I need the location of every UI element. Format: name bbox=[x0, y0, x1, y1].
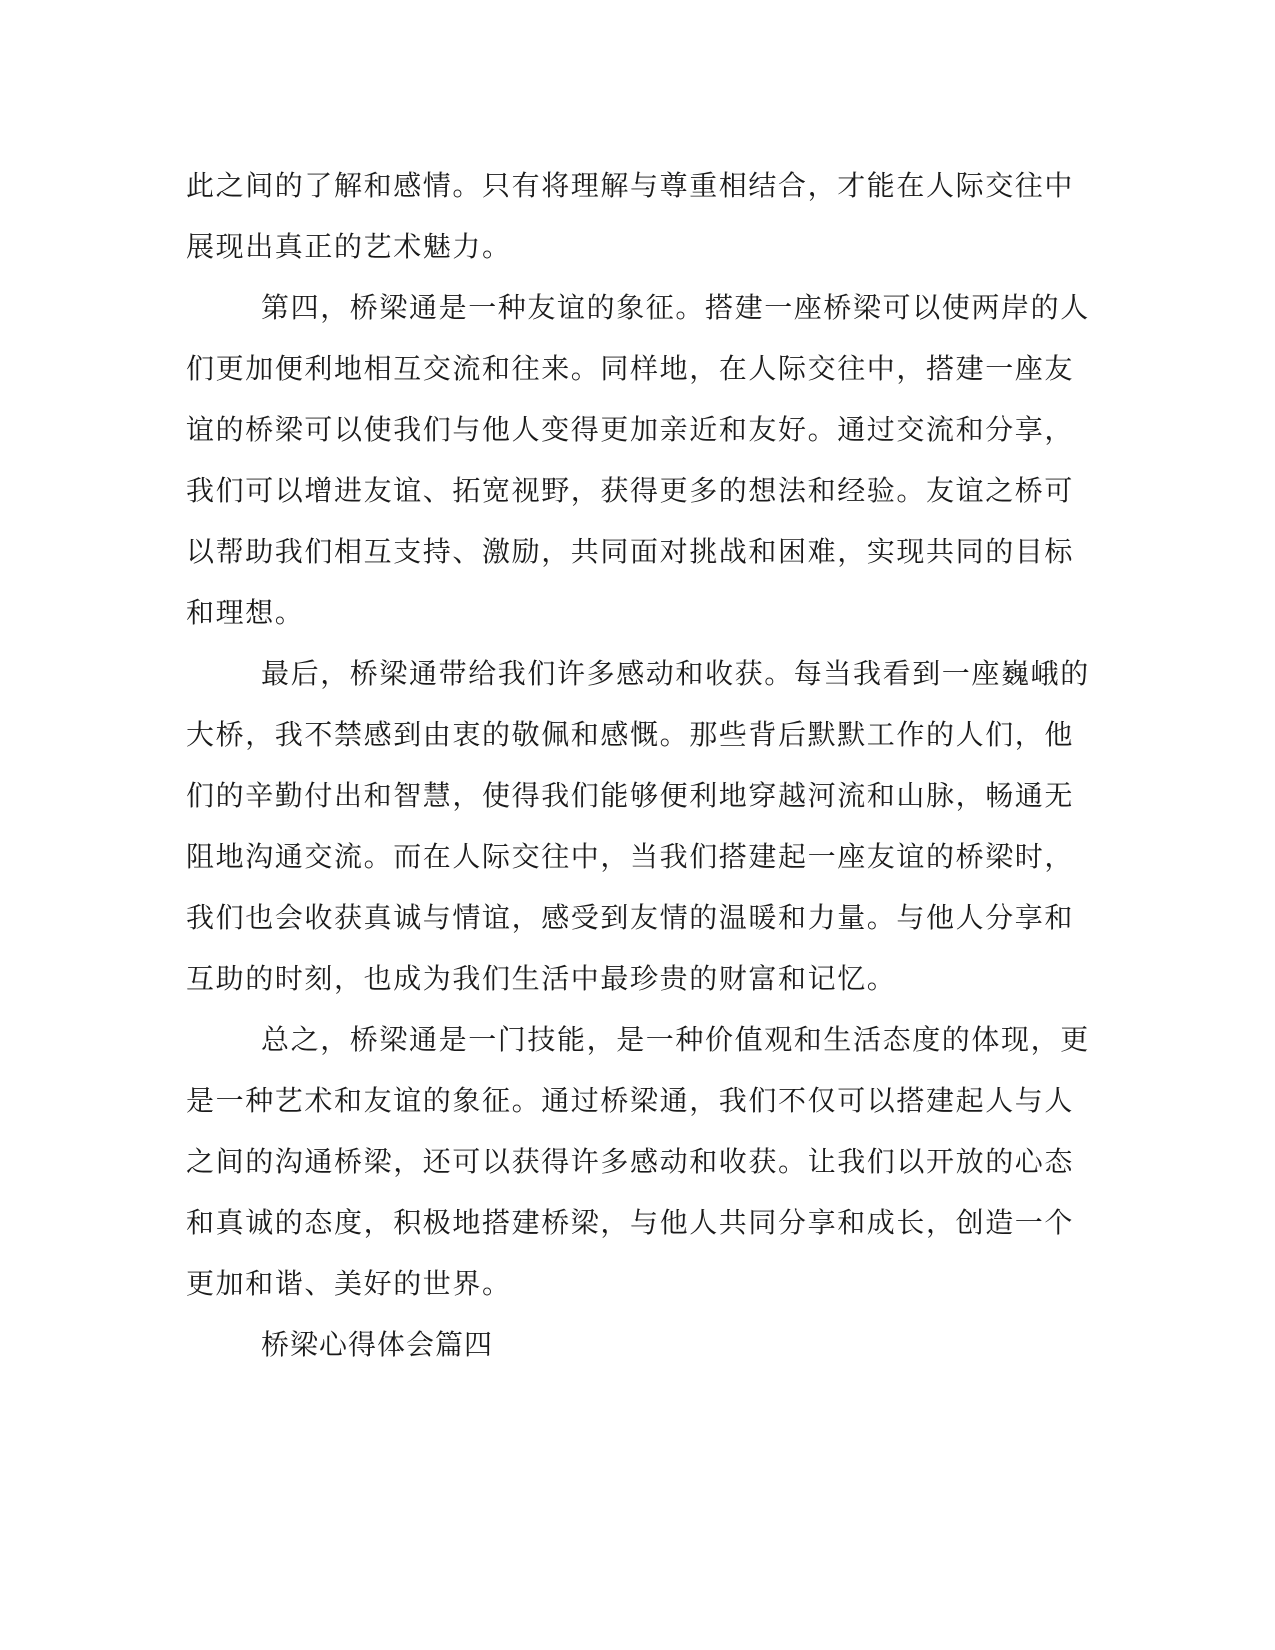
paragraph-continuation bbox=[186, 155, 1075, 277]
text-line: 最后，桥梁通带给我们许多感动和收获。每当我看到一座巍峨的 bbox=[261, 657, 1090, 690]
text-line: 展现出真正的艺术魅力。 bbox=[186, 230, 512, 263]
text-line: 们的辛勤付出和智慧，使得我们能够便利地穿越河流和山脉，畅通无 bbox=[186, 779, 1075, 812]
text-line: 以帮助我们相互支持、激励，共同面对挑战和困难，实现共同的目标 bbox=[186, 535, 1075, 568]
text-line: 们更加便利地相互交流和往来。同样地，在人际交往中，搭建一座友 bbox=[186, 352, 1075, 385]
text-line: 和真诚的态度，积极地搭建桥梁，与他人共同分享和成长，创造一个 bbox=[186, 1206, 1075, 1239]
text-line: 我们可以增进友谊、拓宽视野，获得更多的想法和经验。友谊之桥可 bbox=[186, 474, 1075, 507]
text-line: 总之，桥梁通是一门技能，是一种价值观和生活态度的体现，更 bbox=[261, 1023, 1090, 1056]
section-heading: 桥梁心得体会篇四 bbox=[261, 1328, 494, 1361]
paragraph-summary bbox=[186, 1009, 1090, 1314]
text-line: 我们也会收获真诚与情谊，感受到友情的温暖和力量。与他人分享和 bbox=[186, 901, 1075, 934]
text-line: 阻地沟通交流。而在人际交往中，当我们搭建起一座友谊的桥梁时， bbox=[186, 840, 1075, 873]
text-line: 和理想。 bbox=[186, 596, 305, 629]
paragraph-fourth bbox=[186, 277, 1090, 643]
text-line: 互助的时刻，也成为我们生活中最珍贵的财富和记忆。 bbox=[186, 962, 897, 995]
paragraph-finally bbox=[186, 643, 1090, 1009]
text-line: 此之间的了解和感情。只有将理解与尊重相结合，才能在人际交往中 bbox=[186, 169, 1075, 202]
text-line: 之间的沟通桥梁，还可以获得许多感动和收获。让我们以开放的心态 bbox=[186, 1145, 1075, 1178]
text-line: 第四，桥梁通是一种友谊的象征。搭建一座桥梁可以使两岸的人 bbox=[261, 291, 1090, 324]
text-line: 谊的桥梁可以使我们与他人变得更加亲近和友好。通过交流和分享， bbox=[186, 413, 1075, 446]
text-line: 更加和谐、美好的世界。 bbox=[186, 1267, 512, 1300]
text-line: 大桥，我不禁感到由衷的敬佩和感慨。那些背后默默工作的人们，他 bbox=[186, 718, 1075, 751]
document-body bbox=[186, 155, 1090, 1375]
text-line: 是一种艺术和友谊的象征。通过桥梁通，我们不仅可以搭建起人与人 bbox=[186, 1084, 1075, 1117]
